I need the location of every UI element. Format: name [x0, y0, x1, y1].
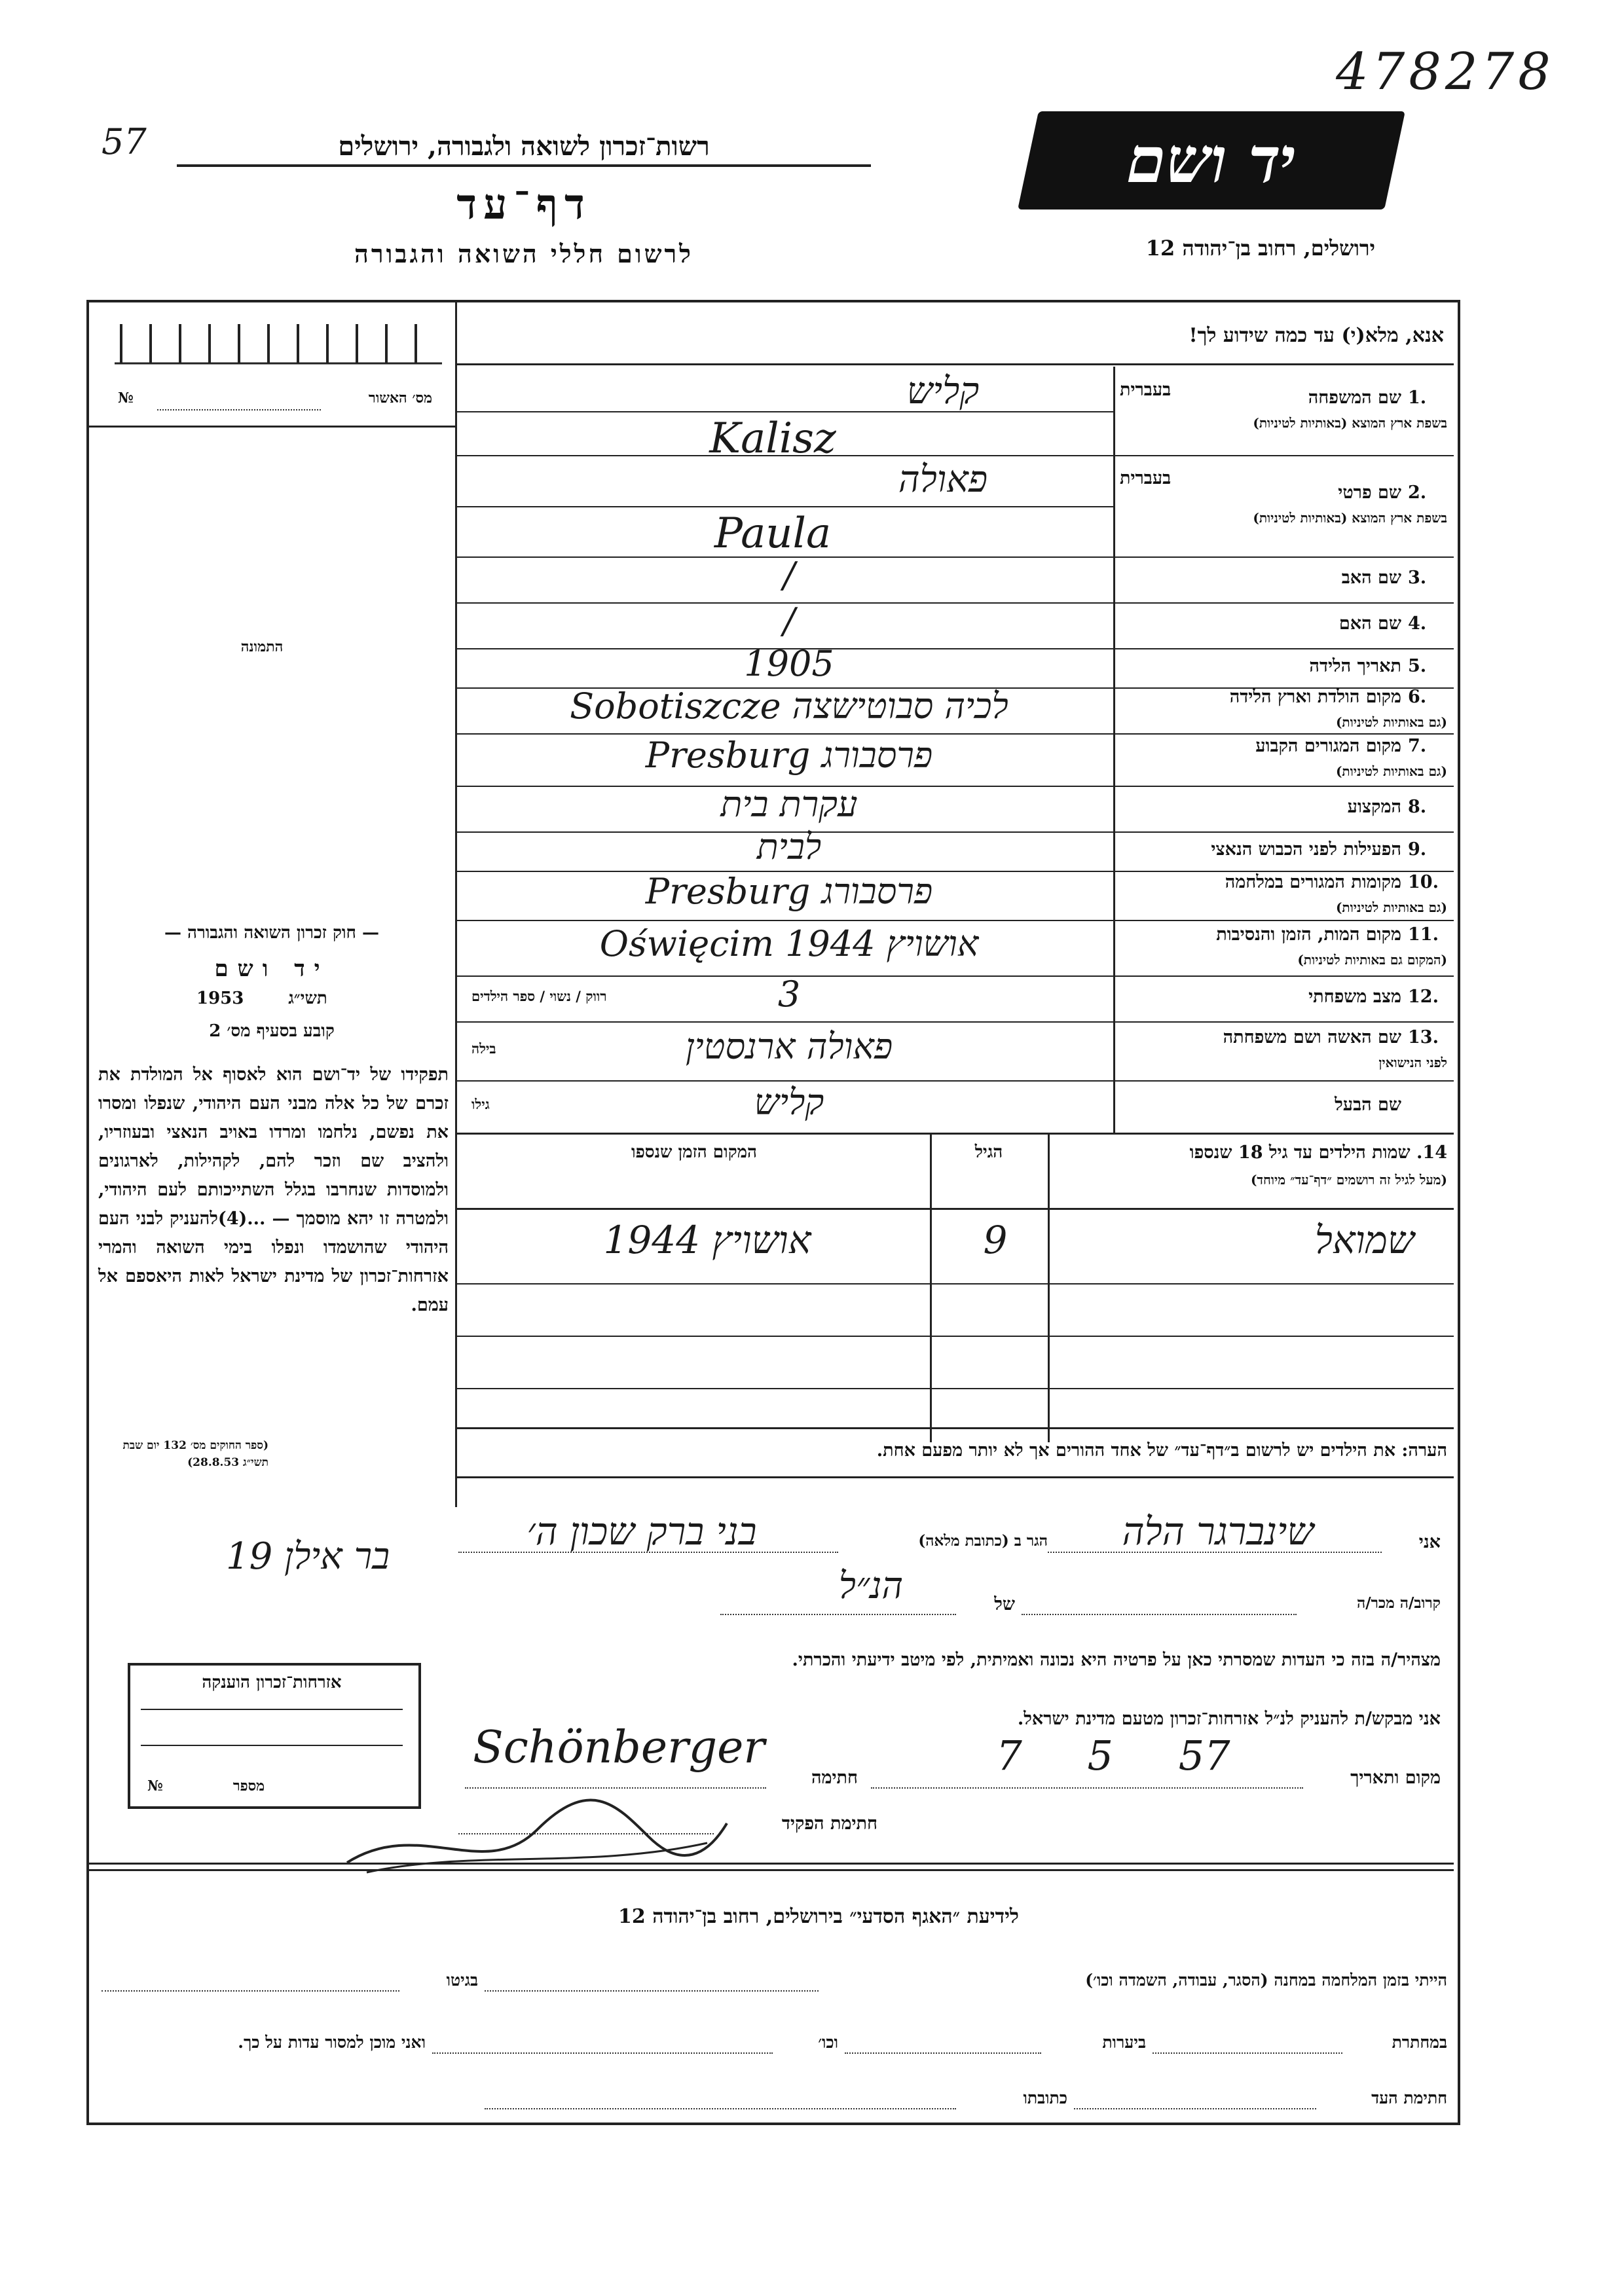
witness-address-line: [458, 1552, 838, 1553]
camp-section-top-2: [88, 1869, 1454, 1871]
authority-line: רשות־זכרון לשואה ולגבורה, ירושלים: [177, 131, 871, 167]
approval-underline: [88, 426, 456, 428]
camp-line1-field-2[interactable]: [101, 1990, 399, 1992]
field-label: שם האשה ושם משפחתה: [1223, 1027, 1401, 1048]
field-label: מקום הולדת וארץ הלידה: [1229, 687, 1401, 707]
footnote: הערה: את הילדים יש לרשום ב״דף־עד״ של אחד ההורים אך לא יותר מפעם אחת.: [876, 1440, 1447, 1461]
field-number: 6.: [1408, 687, 1427, 707]
field-value[interactable]: פרסבורג Presburg: [645, 870, 933, 912]
intro-underline: [457, 363, 1454, 365]
field-sublabel: (גם באותיות לטיניות): [1335, 763, 1447, 779]
field-inline-label: בילה: [471, 1040, 496, 1057]
header-address: ירושלים, רחוב בן־יהודה 12: [1145, 236, 1375, 261]
camp-section-top: [88, 1863, 1454, 1865]
children-row-line-3: [457, 1388, 1454, 1389]
witness-date[interactable]: 7 5 57: [996, 1732, 1230, 1779]
children-div-1: [1048, 1135, 1050, 1442]
field-label: שם פרטי: [1338, 482, 1401, 503]
children-col-place: המקום הזמן שנספו: [631, 1142, 757, 1162]
children-col-age: הגיל: [974, 1142, 1003, 1162]
field-label: שם האב: [1341, 568, 1401, 588]
field-value[interactable]: /: [783, 555, 796, 596]
children-div-2: [930, 1135, 932, 1442]
field-number: 3.: [1408, 568, 1427, 588]
field-label: מצב משפחתי: [1308, 987, 1401, 1007]
field-number: 13.: [1408, 1027, 1439, 1048]
field-value-hebrew[interactable]: קליש: [906, 370, 980, 412]
witness-relation[interactable]: הנ״ל: [838, 1565, 904, 1607]
field-label: שם המשפחה: [1308, 387, 1401, 408]
field-value-latin[interactable]: Paula: [714, 509, 832, 558]
witness-signature[interactable]: Schönberger: [473, 1722, 765, 1774]
witness-request: אני מבקש/ת להעניק לנ״ל אזרחות־זכרון מטעם מדינת ישראל.: [1017, 1709, 1441, 1729]
field-value[interactable]: /: [783, 600, 796, 642]
field-value[interactable]: 1905: [744, 643, 834, 684]
field-number: 7.: [1408, 736, 1427, 756]
camp-line1-field[interactable]: [485, 1990, 819, 1992]
field-value[interactable]: אושויץ 1944 Oświęcim: [599, 922, 979, 964]
field-label: מקומות המגורים במלחמה: [1225, 871, 1401, 892]
field-value[interactable]: לכיה סבוטישצה Sobotiszcze: [570, 685, 1008, 727]
field-value-hebrew[interactable]: פאולה: [898, 458, 988, 501]
field-label: הפעילות לפני הכבוש הנאצי: [1211, 839, 1401, 860]
field-inline-label: רווק / נשוי / ספר הילדים: [471, 988, 607, 1004]
field-sublabel: (גם באותיות לטיניות): [1335, 714, 1447, 730]
law-year: 1953: [196, 989, 244, 1008]
archive-number: 478278: [1336, 43, 1555, 101]
camp-section-title: לידיעת ״האגף הסדעי״ בירושלים, רחוב בן־יהודה 12: [618, 1905, 1019, 1928]
camp-line2-label: במחתרת: [1392, 2033, 1447, 2052]
field-sublabel: (המקום גם באותיות לטיניות): [1297, 951, 1447, 968]
field-value[interactable]: לבית: [756, 826, 822, 867]
camp-line2-end: ואני מוכן למסור עדות על כך.: [238, 2033, 426, 2052]
law-gazette: (ספר החוקים מס׳ 132 יום שבת תשי״ג 28.8.53): [122, 1439, 268, 1469]
photo-label: התמונה: [240, 638, 284, 655]
field-value[interactable]: פאולה ארנסטין: [685, 1026, 893, 1067]
camp-line2-field-1[interactable]: [1153, 2052, 1342, 2054]
field-number: 11.: [1408, 924, 1439, 945]
field-label: תאריך הלידה: [1309, 656, 1401, 676]
camp-line3-field-2[interactable]: [485, 2108, 956, 2109]
witness-address-2: בר אילן 19: [225, 1535, 390, 1578]
camp-line2-forest: ביערות: [1102, 2033, 1146, 2052]
citizenship-box-line-1: [141, 1709, 403, 1710]
camp-line2-field-3[interactable]: [432, 2052, 773, 2054]
citizenship-box-line-2: [141, 1745, 403, 1746]
witness-i-label: אני: [1418, 1532, 1441, 1552]
footnote-top: [457, 1427, 1454, 1429]
field-sublabel: בשפת ארץ המוצא (באותיות לטיניות): [1253, 414, 1447, 431]
field-sublabel: בשפת ארץ המוצא (באותיות לטיניות): [1253, 509, 1447, 526]
field-sublabel: (גם באותיות לטיניות): [1335, 899, 1447, 915]
children-title: 14. שמות הילדים עד גיל 18 שנספו: [1189, 1142, 1447, 1163]
law-section: קובע בסעיף מס׳ 2: [209, 1021, 335, 1041]
form-subtitle: לרשום חללי השואה והגבורה: [354, 239, 693, 268]
field-mid-line: [457, 506, 1115, 507]
field-number: 8.: [1408, 797, 1427, 817]
law-name: יד ושם: [214, 956, 329, 982]
camp-line2-etc: וכו׳: [818, 2033, 838, 2052]
field-sublabel: לפני הנישואין: [1378, 1055, 1447, 1070]
corner-mark: 57: [101, 121, 147, 162]
yad-vashem-logo: יד ושם: [1018, 111, 1405, 210]
field-label: שם האם: [1338, 613, 1401, 634]
field-label: שם הבעל: [1335, 1095, 1401, 1115]
camp-line3-address: כתובתו: [1023, 2088, 1067, 2107]
camp-line3-field-1[interactable]: [1074, 2108, 1316, 2109]
field-label: מקום המגורים הקבוע: [1255, 736, 1401, 756]
field-value[interactable]: 3: [777, 974, 801, 1015]
approval-no-symbol: №: [118, 390, 134, 407]
camp-line1: הייתי בזמן המלחמה במחנה (הסגר, עבודה, השמדה וכו׳): [1085, 1971, 1447, 1990]
law-year-hebrew: תשי״ג: [288, 989, 327, 1008]
law-text: תפקידו של יד־ושם הוא לאסוף אל המולדת את זכרם של כל אלה מבני העם היהודי, שנפלו ומסרו את נפשם, נלחמו ומרדו באויב הנאצי ובעוזריו, ולהציב שם וזכר להם, לקהילות, לארגונים ולמוסדות שנחרבו בגלל השתייכותם לעם היהודי, ולמטרה זו יהא מוסמך — ...(4)להעניק לבני העם היהודי שהושמדו ונפלו בימי השואה והמרי אזרחות־זכרון של מדינת ישראל לאות היאספם אל עמם.: [98, 1065, 449, 1315]
children-note: (מעל לגיל זה רושמים ״דף־עד״ מיוחד): [1250, 1172, 1447, 1188]
field-value-latin[interactable]: Kalisz: [709, 414, 836, 463]
place-date-line: [871, 1787, 1303, 1789]
field-number: 9.: [1408, 839, 1427, 860]
form-title: דף־עד: [456, 180, 591, 229]
camp-line3-label: חתימת העד: [1371, 2088, 1447, 2107]
children-header-line: [457, 1208, 1454, 1210]
law-title: — חוק זכרון השואה והגבורה —: [164, 923, 379, 943]
labels-column-divider: [1113, 367, 1115, 1133]
signature-label: חתימה: [811, 1768, 858, 1788]
camp-line2-field-2[interactable]: [845, 2052, 1041, 2054]
signature-line: [465, 1787, 766, 1789]
place-date-label: מקום ותאריך: [1350, 1768, 1441, 1788]
witness-address[interactable]: בני ברק שכון ה׳: [526, 1509, 757, 1554]
approval-number-label: מס׳ האשור: [368, 390, 432, 407]
witness-residing-label: הגר ב (כתובת מלאה): [918, 1532, 1048, 1550]
field-number: 1.: [1408, 387, 1427, 408]
children-top: [457, 1133, 1454, 1135]
witness-relation-label: קרוב/ה מכר/ה: [1356, 1594, 1441, 1612]
child-name: שמואל: [1314, 1218, 1414, 1262]
children-row-line-2: [457, 1336, 1454, 1337]
citizenship-box-number: מספר: [232, 1777, 265, 1795]
approval-number-field[interactable]: [157, 409, 321, 410]
field-row-line: [457, 1021, 1454, 1023]
field-hebrew-tag: בעברית: [1120, 380, 1172, 400]
witness-of-line: [720, 1614, 956, 1615]
child-place: אושויץ 1944: [603, 1218, 811, 1262]
field-value[interactable]: עקרת בית: [720, 784, 858, 825]
field-value[interactable]: פרסבורג Presburg: [645, 735, 933, 776]
left-column-divider: [455, 302, 457, 1507]
field-label: המקצוע: [1347, 797, 1401, 817]
field-label: מקום המות, הזמן והנסיבות: [1216, 924, 1401, 945]
field-number: 5.: [1408, 656, 1427, 676]
field-number: 4.: [1408, 613, 1427, 634]
approval-ticks: [115, 321, 442, 367]
field-number: 10.: [1408, 871, 1439, 892]
citizenship-box-no: №: [147, 1777, 163, 1795]
camp-line1-end: בגיטו: [446, 1971, 478, 1990]
field-inline-label: גילו: [471, 1096, 490, 1112]
officer-signature-label: חתימת הפקיד: [781, 1813, 877, 1834]
intro-text: אנא, מלא(י) עד כמה שידוע לך!: [1189, 324, 1444, 347]
child-age: 9: [983, 1218, 1008, 1262]
witness-name-line: [1048, 1552, 1382, 1553]
children-row-line-1: [457, 1283, 1454, 1285]
field-row-line: [457, 920, 1454, 921]
field-number: 2.: [1408, 482, 1427, 503]
witness-relation-line: [1022, 1614, 1297, 1615]
footnote-bottom: [457, 1476, 1454, 1478]
field-hebrew-tag: בעברית: [1120, 468, 1172, 488]
witness-declaration: מצהיר/ה בזה כי העדות שמסרתי כאן על פרטיה היא נכונה ואמיתית, לפי מיטב ידיעתי והכרתי.: [792, 1650, 1441, 1670]
witness-of-label: של: [994, 1594, 1015, 1614]
citizenship-box-title: אזרחות־זכרון הוענקה: [202, 1673, 342, 1692]
field-number: 12.: [1408, 987, 1439, 1007]
field-value[interactable]: קליש: [754, 1082, 824, 1123]
witness-name[interactable]: שינברגר הלה: [1122, 1509, 1314, 1554]
